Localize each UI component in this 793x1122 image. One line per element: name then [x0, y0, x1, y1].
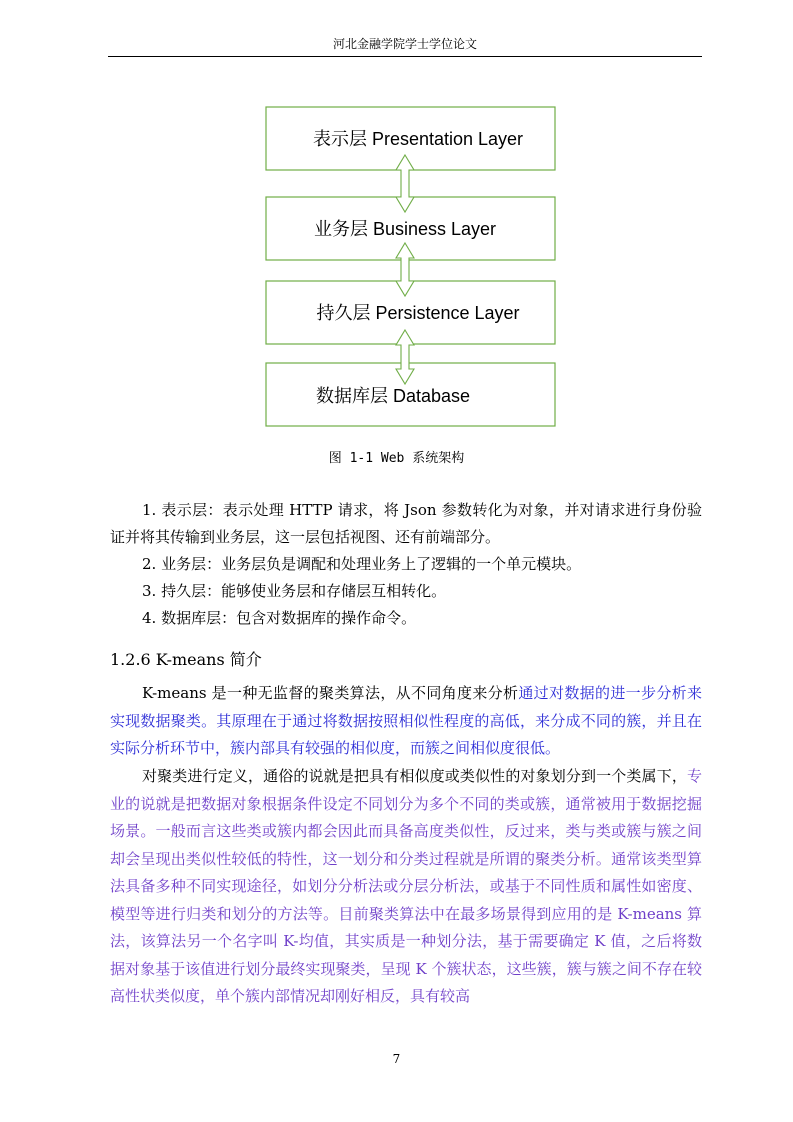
figure-caption: 图 1-1 Web 系统架构 [328, 451, 465, 466]
layer-label: 表示层 Presentation Layer [312, 129, 524, 149]
page-number: 7 [392, 1052, 401, 1066]
paragraph-text: 对聚类进行定义，通俗的说就是把具有相似度或类似性的对象划分到一个类属下， [142, 767, 687, 785]
architecture-diagram [0, 0, 793, 440]
list-text: 业务层：业务层负是调配和处理业务上了逻辑的一个单元模块。 [161, 555, 582, 573]
layer-label: 持久层 Persistence Layer [316, 303, 520, 323]
list-item [110, 551, 702, 578]
list-item [110, 605, 702, 632]
highlighted-text: 通过对数据的进一步分析来实现数据聚类。其原理在于通过将数据按照相似性程度的高低，来分成不同的簇，并且在实际分析环节中，簇内部具有较强的相似度，而簇之间相似度很低。 [110, 684, 702, 757]
list-number: 2. [142, 555, 157, 573]
list-number: 3. [142, 582, 157, 600]
running-header: 河北金融学院学士学位论文 [108, 36, 702, 57]
list-number: 4. [142, 609, 157, 627]
paragraph [110, 763, 702, 1011]
list-item [110, 578, 702, 605]
paragraph [110, 680, 702, 763]
paragraph-text: K-means 是一种无监督的聚类算法，从不同角度来分析 [142, 684, 519, 702]
layer-box-persistence [266, 281, 555, 344]
highlighted-text: 专业的说就是把数据对象根据条件设定不同划分为多个不同的类或簇，通常被用于数据挖掘场景。一般而言这些类或簇内都会因此而具备高度类似性，反过来，类与类或簇与簇之间却会呈现出类似性较低的特性，这一划分和分类过程就是所谓的聚类分析。通常该类型算法具备多种不同实现途径，如划分分析法或分层分析法，或基于不同性质和属性如密度、模型等进行归类和划分的方法等。目前聚类算法中在最多场景得到应用的是 K-means 算法，该算法另一个名字叫 K-均值，其实质是一种划分法，基于需要确定 K 值，之后将数据对象基于该值进行划分最终实现聚类，呈现 K 个簇状态，这些簇，簇与簇之间不存在较高性状类似度，单个簇内部情况却刚好相反，具有较高 [110, 767, 702, 1005]
layer-box-presentation [266, 107, 555, 170]
list-item [110, 497, 702, 551]
list-text: 数据库层：包含对数据库的操作命令。 [161, 609, 417, 627]
list-number: 1. [142, 501, 157, 519]
section-heading: 1.2.6 K-means 简介 [110, 650, 262, 669]
layer-box-business [266, 197, 555, 260]
layer-label: 业务层 Business Layer [313, 219, 497, 239]
list-text: 表示层：表示处理 HTTP 请求，将 Json 参数转化为对象，并对请求进行身份验证并将其传输到业务层，这一层包括视图、还有前端部分。 [110, 501, 702, 546]
list-text: 持久层：能够使业务层和存储层互相转化。 [161, 582, 447, 600]
layer-label: 数据库层 Database [315, 386, 471, 406]
